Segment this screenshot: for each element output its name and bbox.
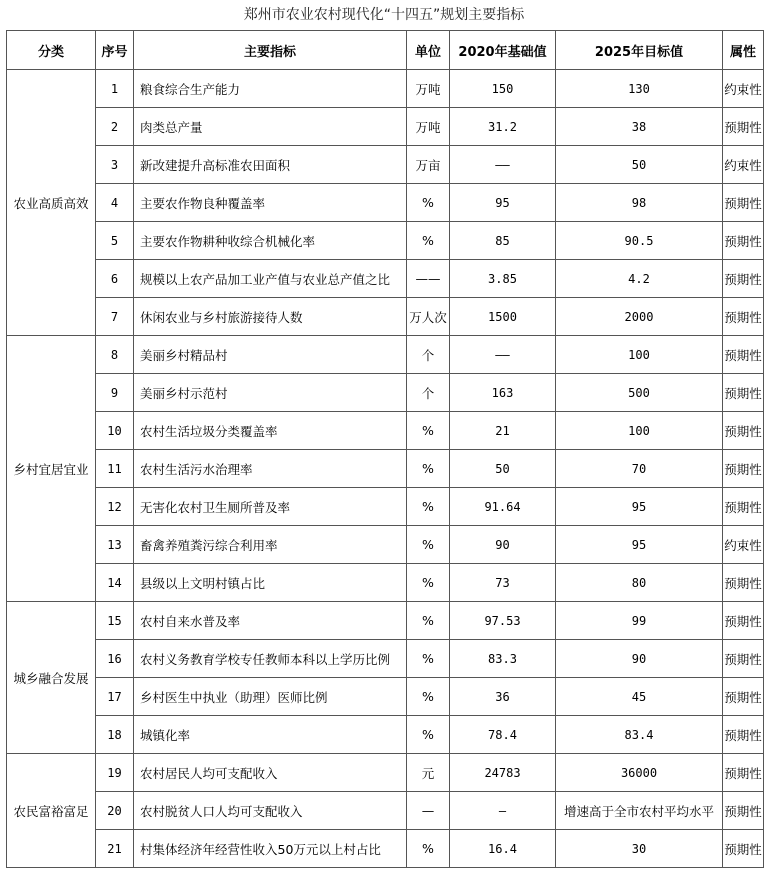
indicator-cell: 休闲农业与乡村旅游接待人数 [134, 298, 407, 336]
index-cell: 20 [96, 792, 134, 830]
unit-cell: 个 [407, 336, 450, 374]
unit-cell: 万亩 [407, 146, 450, 184]
target-2025-cell: 83.4 [556, 716, 723, 754]
indicator-cell: 美丽乡村示范村 [134, 374, 407, 412]
table-row [7, 602, 764, 640]
category-cell: 农业高质高效 [7, 70, 96, 336]
header-row [7, 31, 764, 70]
target-2025-cell: 38 [556, 108, 723, 146]
index-cell: 9 [96, 374, 134, 412]
index-cell: 11 [96, 450, 134, 488]
indicator-cell: 新改建提升高标准农田面积 [134, 146, 407, 184]
indicators-table [6, 30, 764, 868]
indicator-cell: 粮食综合生产能力 [134, 70, 407, 108]
index-cell: 12 [96, 488, 134, 526]
base-2020-cell: — [450, 792, 556, 830]
page-title: 郑州市农业农村现代化“十四五”规划主要指标 [243, 7, 525, 23]
unit-cell: % [407, 450, 450, 488]
attribute-cell: 预期性 [723, 298, 764, 336]
base-2020-cell: 78.4 [450, 716, 556, 754]
target-2025-cell: 98 [556, 184, 723, 222]
indicator-cell: 肉类总产量 [134, 108, 407, 146]
target-2025-cell: 100 [556, 336, 723, 374]
category-cell: 农民富裕富足 [7, 754, 96, 868]
indicator-cell: 美丽乡村精品村 [134, 336, 407, 374]
attribute-cell: 预期性 [723, 336, 764, 374]
attribute-cell: 预期性 [723, 830, 764, 868]
target-2025-cell: 45 [556, 678, 723, 716]
table-row [7, 336, 764, 374]
indicator-cell: 规模以上农产品加工业产值与农业总产值之比 [134, 260, 407, 298]
table-row [7, 716, 764, 754]
index-cell: 6 [96, 260, 134, 298]
index-cell: 8 [96, 336, 134, 374]
header-indicator: 主要指标 [134, 31, 407, 70]
table-row [7, 146, 764, 184]
indicator-cell: 农村居民人均可支配收入 [134, 754, 407, 792]
unit-cell: % [407, 488, 450, 526]
attribute-cell: 预期性 [723, 412, 764, 450]
attribute-cell: 预期性 [723, 678, 764, 716]
index-cell: 13 [96, 526, 134, 564]
base-2020-cell: 97.53 [450, 602, 556, 640]
target-2025-cell: 30 [556, 830, 723, 868]
indicator-cell: 农村自来水普及率 [134, 602, 407, 640]
base-2020-cell: 85 [450, 222, 556, 260]
attribute-cell: 预期性 [723, 792, 764, 830]
base-2020-cell: 31.2 [450, 108, 556, 146]
index-cell: 10 [96, 412, 134, 450]
base-2020-cell: 83.3 [450, 640, 556, 678]
header-base-2020: 2020年基础值 [450, 31, 556, 70]
unit-cell: % [407, 830, 450, 868]
attribute-cell: 预期性 [723, 450, 764, 488]
index-cell: 16 [96, 640, 134, 678]
attribute-cell: 预期性 [723, 260, 764, 298]
unit-cell: % [407, 678, 450, 716]
header-target-2025: 2025年目标值 [556, 31, 723, 70]
unit-cell: % [407, 184, 450, 222]
unit-cell: —— [407, 260, 450, 298]
target-2025-cell: 80 [556, 564, 723, 602]
target-2025-cell: 2000 [556, 298, 723, 336]
unit-cell: % [407, 640, 450, 678]
base-2020-cell: —— [450, 146, 556, 184]
base-2020-cell: 3.85 [450, 260, 556, 298]
attribute-cell: 预期性 [723, 108, 764, 146]
table-row [7, 374, 764, 412]
base-2020-cell: —— [450, 336, 556, 374]
table-row [7, 526, 764, 564]
base-2020-cell: 73 [450, 564, 556, 602]
header-category: 分类 [7, 31, 96, 70]
attribute-cell: 约束性 [723, 146, 764, 184]
index-cell: 21 [96, 830, 134, 868]
table-row [7, 222, 764, 260]
unit-cell: 万吨 [407, 108, 450, 146]
index-cell: 18 [96, 716, 134, 754]
indicator-cell: 农村生活垃圾分类覆盖率 [134, 412, 407, 450]
table-row [7, 792, 764, 830]
category-cell: 城乡融合发展 [7, 602, 96, 754]
indicator-cell: 农村义务教育学校专任教师本科以上学历比例 [134, 640, 407, 678]
target-2025-cell: 90.5 [556, 222, 723, 260]
table-row [7, 640, 764, 678]
table-row [7, 830, 764, 868]
base-2020-cell: 50 [450, 450, 556, 488]
unit-cell: — [407, 792, 450, 830]
indicator-cell: 乡村医生中执业（助理）医师比例 [134, 678, 407, 716]
indicator-cell: 主要农作物耕种收综合机械化率 [134, 222, 407, 260]
index-cell: 19 [96, 754, 134, 792]
indicator-cell: 主要农作物良种覆盖率 [134, 184, 407, 222]
attribute-cell: 约束性 [723, 70, 764, 108]
category-cell: 乡村宜居宜业 [7, 336, 96, 602]
target-2025-cell: 100 [556, 412, 723, 450]
header-unit: 单位 [407, 31, 450, 70]
unit-cell: 元 [407, 754, 450, 792]
index-cell: 14 [96, 564, 134, 602]
target-2025-cell: 90 [556, 640, 723, 678]
target-2025-cell: 36000 [556, 754, 723, 792]
table-row [7, 488, 764, 526]
base-2020-cell: 21 [450, 412, 556, 450]
base-2020-cell: 36 [450, 678, 556, 716]
target-2025-cell: 130 [556, 70, 723, 108]
index-cell: 7 [96, 298, 134, 336]
unit-cell: % [407, 602, 450, 640]
attribute-cell: 预期性 [723, 602, 764, 640]
target-2025-cell: 95 [556, 488, 723, 526]
index-cell: 15 [96, 602, 134, 640]
base-2020-cell: 90 [450, 526, 556, 564]
attribute-cell: 预期性 [723, 716, 764, 754]
unit-cell: % [407, 716, 450, 754]
attribute-cell: 预期性 [723, 222, 764, 260]
attribute-cell: 预期性 [723, 488, 764, 526]
attribute-cell: 预期性 [723, 374, 764, 412]
indicator-cell: 农村脱贫人口人均可支配收入 [134, 792, 407, 830]
indicator-cell: 畜禽养殖粪污综合利用率 [134, 526, 407, 564]
attribute-cell: 预期性 [723, 564, 764, 602]
target-2025-cell: 70 [556, 450, 723, 488]
index-cell: 17 [96, 678, 134, 716]
unit-cell: % [407, 412, 450, 450]
table-row [7, 184, 764, 222]
unit-cell: % [407, 526, 450, 564]
unit-cell: % [407, 564, 450, 602]
target-2025-cell: 95 [556, 526, 723, 564]
table-row [7, 298, 764, 336]
table-row [7, 70, 764, 108]
base-2020-cell: 91.64 [450, 488, 556, 526]
header-attribute: 属性 [723, 31, 764, 70]
index-cell: 3 [96, 146, 134, 184]
base-2020-cell: 163 [450, 374, 556, 412]
table-row [7, 450, 764, 488]
target-2025-cell: 500 [556, 374, 723, 412]
header-index: 序号 [96, 31, 134, 70]
index-cell: 2 [96, 108, 134, 146]
unit-cell: % [407, 222, 450, 260]
indicator-cell: 农村生活污水治理率 [134, 450, 407, 488]
table-row [7, 412, 764, 450]
base-2020-cell: 16.4 [450, 830, 556, 868]
indicator-cell: 城镇化率 [134, 716, 407, 754]
base-2020-cell: 150 [450, 70, 556, 108]
indicator-cell: 无害化农村卫生厕所普及率 [134, 488, 407, 526]
index-cell: 5 [96, 222, 134, 260]
unit-cell: 个 [407, 374, 450, 412]
unit-cell: 万人次 [407, 298, 450, 336]
base-2020-cell: 1500 [450, 298, 556, 336]
attribute-cell: 预期性 [723, 184, 764, 222]
attribute-cell: 预期性 [723, 640, 764, 678]
table-row [7, 678, 764, 716]
table-row [7, 564, 764, 602]
unit-cell: 万吨 [407, 70, 450, 108]
table-row [7, 108, 764, 146]
index-cell: 4 [96, 184, 134, 222]
target-2025-cell: 4.2 [556, 260, 723, 298]
base-2020-cell: 95 [450, 184, 556, 222]
attribute-cell: 约束性 [723, 526, 764, 564]
table-row [7, 260, 764, 298]
index-cell: 1 [96, 70, 134, 108]
target-2025-cell: 50 [556, 146, 723, 184]
attribute-cell: 预期性 [723, 754, 764, 792]
table-row [7, 754, 764, 792]
indicator-cell: 县级以上文明村镇占比 [134, 564, 407, 602]
target-2025-cell: 99 [556, 602, 723, 640]
target-2025-cell: 增速高于全市农村平均水平 [556, 792, 723, 830]
base-2020-cell: 24783 [450, 754, 556, 792]
indicator-cell: 村集体经济年经营性收入50万元以上村占比 [134, 830, 407, 868]
